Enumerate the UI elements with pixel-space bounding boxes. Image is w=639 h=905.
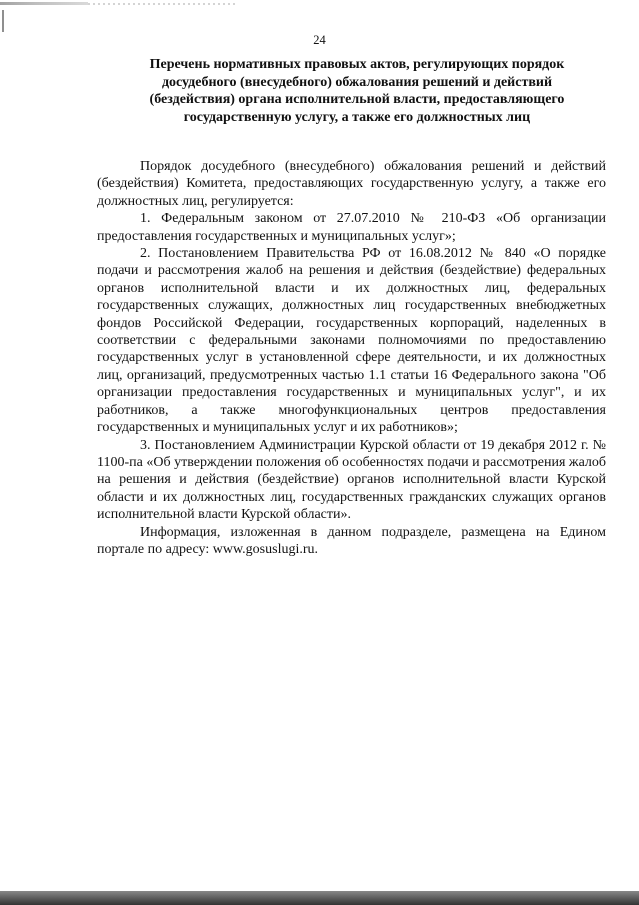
scan-artifact-left xyxy=(2,10,4,32)
scan-artifact-top-dotted xyxy=(88,3,238,5)
document-body xyxy=(97,158,606,558)
list-item-3: 3. Постановлением Администрации Курской области от 19 декабря 2012 г. № 1100-па «Об утверждении положения об особенностях подачи и рассмотрения жалоб на решения и действия (бездействие) органов исполнительной власти Курской области и их должностных лиц, государственных гражданских служащих органов исполнительной власти Курской области». xyxy=(97,437,607,523)
intro-paragraph: Порядок досудебного (внесудебного) обжалования решений и действий (бездействия) Комитета, предоставляющих государственную услугу, а также его должностных лиц, регулируется: xyxy=(97,159,606,209)
document-title: Перечень нормативных правовых актов, регулирующих порядок досудебного (внесудебного) обжалования решений и действий (бездействия) органа исполнительной власти, предоставляющего государственную услугу, а также его должностных лиц xyxy=(149,57,565,125)
list-item-2: 2. Постановлением Правительства РФ от 16.08.2012 № 840 «О порядке подачи и рассмотрения жалоб на решения и действия (бездействие) федеральных органов исполнительной власти и их должностных лиц, федеральных государственных служащих, должностных лиц государственных внебюджетных фондов Российской Федерации, государственных корпораций, наделенных в соответствии с федеральными законами полномочиями по предоставлению государственных услуг в установленной сфере деятельности, и их должностных лиц, организаций, предусмотренных частью 1.1 статьи 16 Федерального закона "Об организации предоставления государственных и муниципальных услуг", и их работников, а также многофункциональных центров предоставления государственных и муниципальных услуг и их работников»; xyxy=(97,246,606,436)
closing-paragraph: Информация, изложенная в данном подразделе, размещена на Едином портале по адресу: www.gosuslugi.ru. xyxy=(97,524,606,557)
list-item-1: 1. Федеральным законом от 27.07.2010 № 210-ФЗ «Об организации предоставления государственных и муниципальных услуг»; xyxy=(97,211,606,244)
scan-artifact-top xyxy=(0,2,88,5)
scan-artifact-bottom xyxy=(0,891,639,905)
page-number: 24 xyxy=(313,33,326,47)
